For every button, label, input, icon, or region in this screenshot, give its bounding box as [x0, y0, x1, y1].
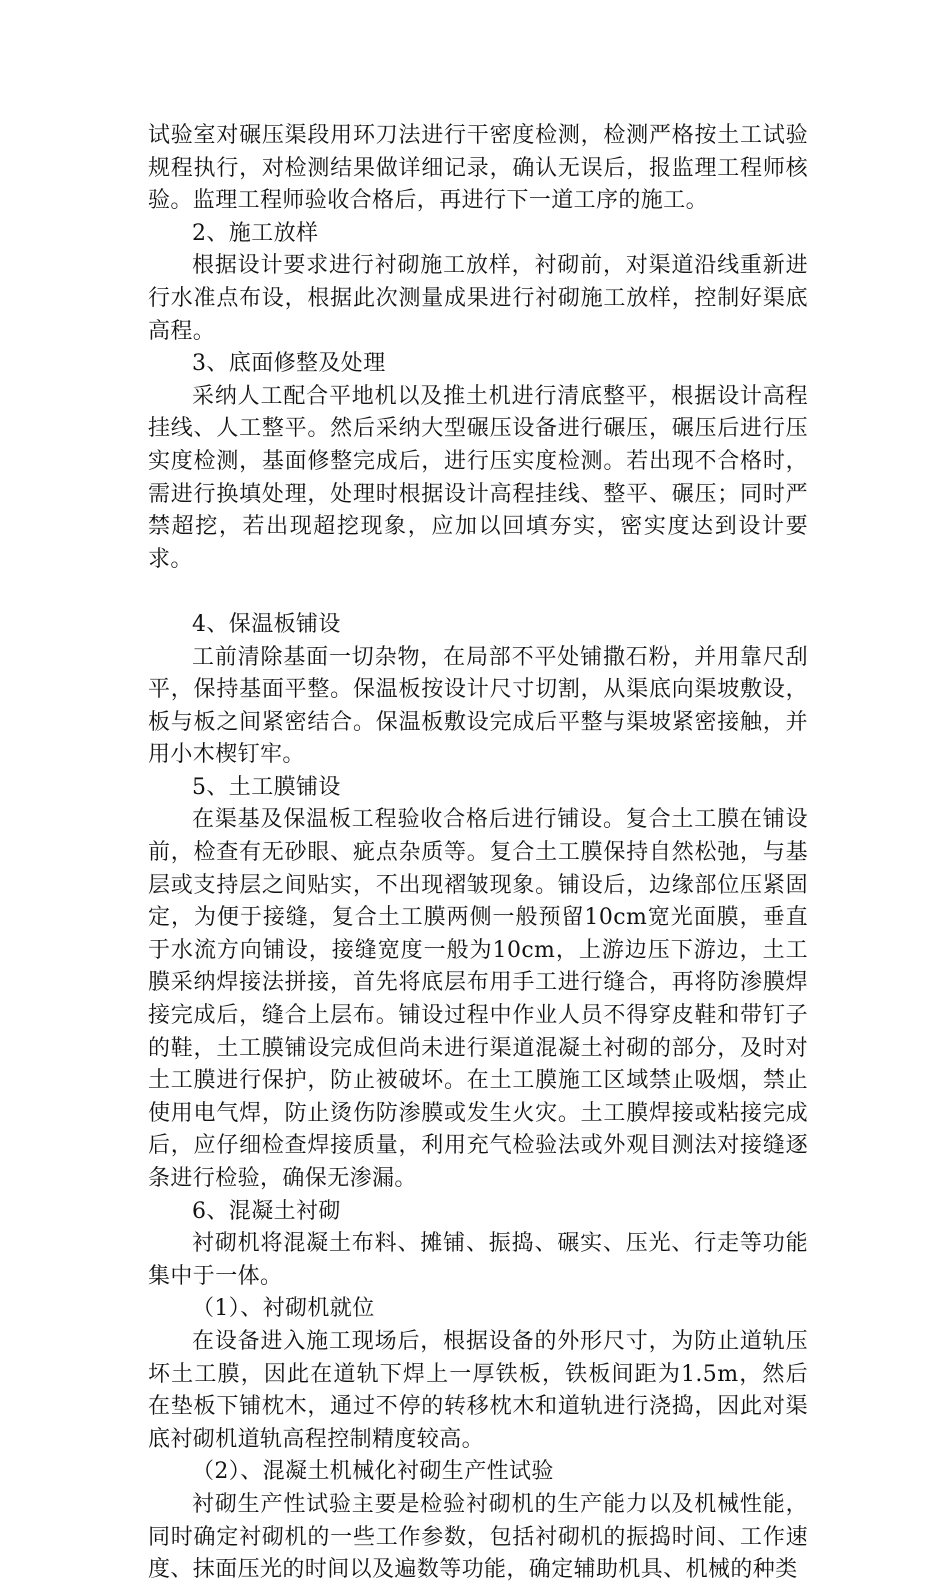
paragraph-concrete-lining: 衬砌机将混凝土布料、摊铺、振捣、碾实、压光、行走等功能集中于一体。	[148, 1231, 808, 1289]
blank-line	[148, 576, 808, 609]
section-heading-3: 3、底面修整及处理	[192, 351, 386, 377]
paragraph-machine-positioning: 在设备进入施工现场后，根据设备的外形尺寸，为防止道轨压坏土工膜，因此在道轨下焊上一厚铁板，铁板间距为1.5m，然后在垫板下铺枕木，通过不停的转移枕木和道轨进行浇捣，因此对渠底衬砌机道轨高程控制精度较高。	[148, 1328, 808, 1452]
paragraph-productivity-test: 衬砌生产性试验主要是检验衬砌机的生产能力以及机械性能，同时确定衬砌机的一些工作参数，包括衬砌机的振捣时间、工作速度、抹面压光的时间以及遍数等功能，确定辅助机具、机械的种类	[148, 1491, 808, 1583]
paragraph-density-test: 试验室对碾压渠段用环刀法进行干密度检测，检测严格按土工试验规程执行，对检测结果做详细记录，确认无误后，报监理工程师核验。监理工程师验收合格后，再进行下一道工序的施工。	[148, 123, 808, 214]
document-body	[148, 120, 808, 1587]
section-heading-4: 4、保温板铺设	[192, 611, 341, 637]
section-heading-2: 2、施工放样	[192, 220, 319, 246]
paragraph-insulation-board: 工前清除基面一切杂物，在局部不平处铺撒石粉，并用靠尺刮平，保持基面平整。保温板按设计尺寸切割，从渠底向渠坡敷设，板与板之间紧密结合。保温板敷设完成后平整与渠坡紧密接触，并用小木楔钉牢。	[148, 644, 808, 768]
subsection-heading-2: （2）、混凝土机械化衬砌生产性试验	[192, 1459, 554, 1485]
paragraph-layout: 根据设计要求进行衬砌施工放样，衬砌前，对渠道沿线重新进行水准点布设，根据此次测量成果进行衬砌施工放样，控制好渠底高程。	[148, 253, 808, 344]
section-heading-6: 6、混凝土衬砌	[192, 1198, 341, 1224]
paragraph-base-treatment: 采纳人工配合平地机以及推土机进行清底整平，根据设计高程挂线、人工整平。然后采纳大型碾压设备进行碾压，碾压后进行压实度检测，基面修整完成后，进行压实度检测。若出现不合格时，需进行换填处理，处理时根据设计高程挂线、整平、碾压；同时严禁超挖，若出现超挖现象，应加以回填夯实，密实度达到设计要求。	[148, 383, 808, 572]
paragraph-geomembrane: 在渠基及保温板工程验收合格后进行铺设。复合土工膜在铺设前，检查有无砂眼、疵点杂质等。复合土工膜保持自然松弛，与基层或支持层之间贴实，不出现褶皱现象。铺设后，边缘部位压紧固定，为便于接缝，复合土工膜两侧一般预留10cm宽光面膜，垂直于水流方向铺设，接缝宽度一般为10cm，上游边压下游边，土工膜采纳焊接法拼接，首先将底层布用手工进行缝合，再将防渗膜焊接完成后，缝合上层布。铺设过程中作业人员不得穿皮鞋和带钉子的鞋，土工膜铺设完成但尚未进行渠道混凝土衬砌的部分，及时对土工膜进行保护，防止被破坏。在土工膜施工区域禁止吸烟，禁止使用电气焊，防止烫伤防渗膜或发生火灾。土工膜焊接或粘接完成后，应仔细检查焊接质量，利用充气检验法或外观目测法对接缝逐条进行检验，确保无渗漏。	[148, 807, 808, 1191]
section-heading-5: 5、土工膜铺设	[192, 774, 341, 800]
subsection-heading-1: （1）、衬砌机就位	[192, 1296, 375, 1322]
